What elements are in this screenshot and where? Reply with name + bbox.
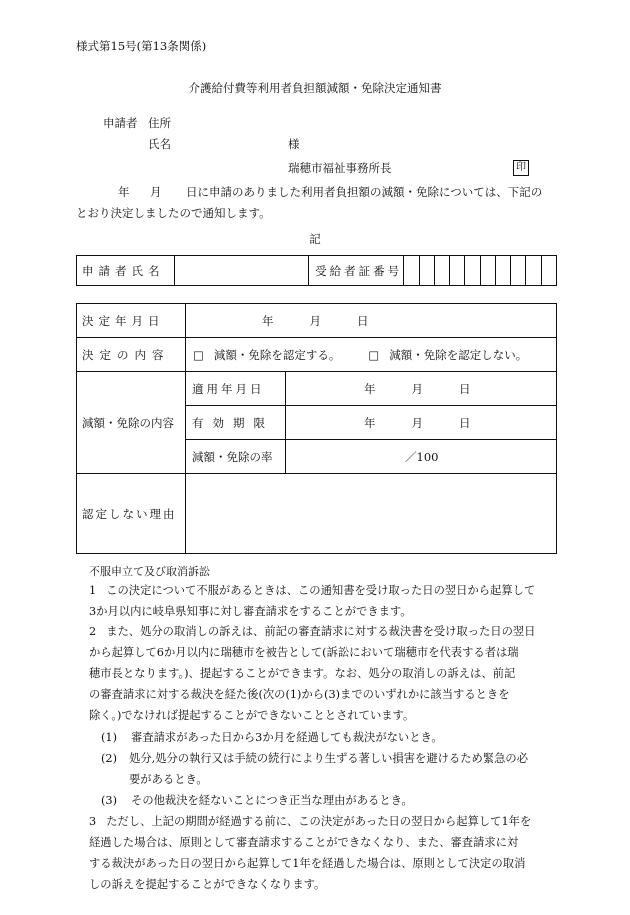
recipient-id-digit[interactable]: [434, 256, 449, 286]
decision-table: [76, 303, 557, 554]
recipient-id-digit[interactable]: [541, 256, 556, 286]
recipient-id-digit[interactable]: [450, 256, 465, 286]
note-2: 2 また、処分の取消しの訴えは、前記の審査請求に対する裁決書を受け取った日の翌日 から起算して6か月以内に瑞穂市を被告として(訴訟において瑞穂市を代表する者は瑞 穂市長となります。)、提起することができます。なお、処分の取消しの訴えは、前記 の審査請求に対する裁決を経た後(次の(1)から(3)までのいずれかに該当するときを 除く。)でなければ提起することができないこととされています。: [89, 625, 536, 722]
decision-content-label: 決定の内容: [77, 338, 186, 372]
recipient-id-digit[interactable]: [511, 256, 526, 286]
applicant-label: 申請者: [103, 116, 138, 130]
reason-field[interactable]: [186, 474, 557, 554]
intro-year: 年: [118, 185, 130, 199]
seal-mark: 印: [513, 160, 529, 176]
recipient-id-label: 受給者証番号: [309, 256, 404, 286]
ki-marker: 記: [309, 232, 321, 246]
approve-option-label: 減額・免除を認定する。: [213, 347, 341, 362]
approve-checkbox[interactable]: □: [193, 347, 204, 362]
recipient-id-digit[interactable]: [465, 256, 480, 286]
apply-date-value[interactable]: 年 月 日: [286, 372, 557, 406]
intro-line2: とおり決定しましたので通知します。: [76, 206, 271, 220]
applicant-name-field[interactable]: [175, 256, 309, 286]
deny-checkbox[interactable]: □: [368, 347, 380, 362]
intro-month: 月: [150, 185, 162, 199]
apply-date-label: 適用年月日: [186, 372, 286, 406]
name-label: 氏名: [148, 137, 171, 151]
applicant-name-label: 申請者氏名: [77, 256, 175, 286]
intro-line1: 日に申請のありました利用者負担額の減額・免除については、下記の: [186, 185, 543, 199]
form-number: 様式第15号(第13条関係): [76, 39, 207, 53]
recipient-id-digit[interactable]: [526, 256, 541, 286]
decision-content-options: [186, 338, 557, 372]
valid-period-value[interactable]: 年 月 日: [286, 406, 557, 440]
note-2-sub-3: (3) その他裁決を経ないことにつき正当な理由があるとき。: [101, 794, 413, 807]
note-2-sub-1: (1) 審査請求があった日から3か月を経過しても裁決がないとき。: [101, 731, 443, 744]
deny-option-label: 減額・免除を認定しない。: [389, 347, 528, 362]
applicant-table: [76, 255, 557, 286]
note-1: 1 この決定について不服があるときは、この通知書を受け取った日の翌日から起算して 3か月以内に岐阜県知事に対し審査請求をすることができます。: [89, 584, 536, 618]
honorific: 様: [288, 137, 300, 151]
decision-date-label: 決定年月日: [77, 304, 186, 338]
rate-label: 減額・免除の率: [186, 440, 286, 474]
recipient-id-digit[interactable]: [404, 256, 419, 286]
issuer: 瑞穂市福祉事務所長: [288, 161, 392, 175]
decision-date-value[interactable]: 年 月 日: [186, 304, 557, 338]
valid-period-label: 有効期限: [186, 406, 286, 440]
address-label: 住所: [148, 116, 171, 130]
reduction-content-label: 減額・免除の内容: [77, 372, 186, 474]
note-2-sub-2: (2) 処分,処分の執行又は手続の続行により生ずる著しい損害を避けるため緊急の必 要があるとき。: [101, 752, 529, 786]
document-title: 介護給付費等利用者負担額減額・免除決定通知書: [188, 81, 442, 95]
recipient-id-digit[interactable]: [495, 256, 510, 286]
recipient-id-digit[interactable]: [480, 256, 495, 286]
notes-heading: 不服申立て及び取消訴訟: [89, 565, 210, 578]
recipient-id-digit[interactable]: [419, 256, 434, 286]
reason-label: 認定しない理由: [77, 474, 186, 554]
rate-value[interactable]: ／100: [286, 440, 557, 474]
note-3: 3 ただし、上記の期間が経過する前に、この決定があった日の翌日から起算して1年を 経過した場合は、原則として審査請求することができなくなり、また、審査請求に対 する裁決があった日の翌日から起算して1年を経過した場合は、原則として決定の取消 しの訴えを提起することができなくなります。: [89, 815, 532, 891]
